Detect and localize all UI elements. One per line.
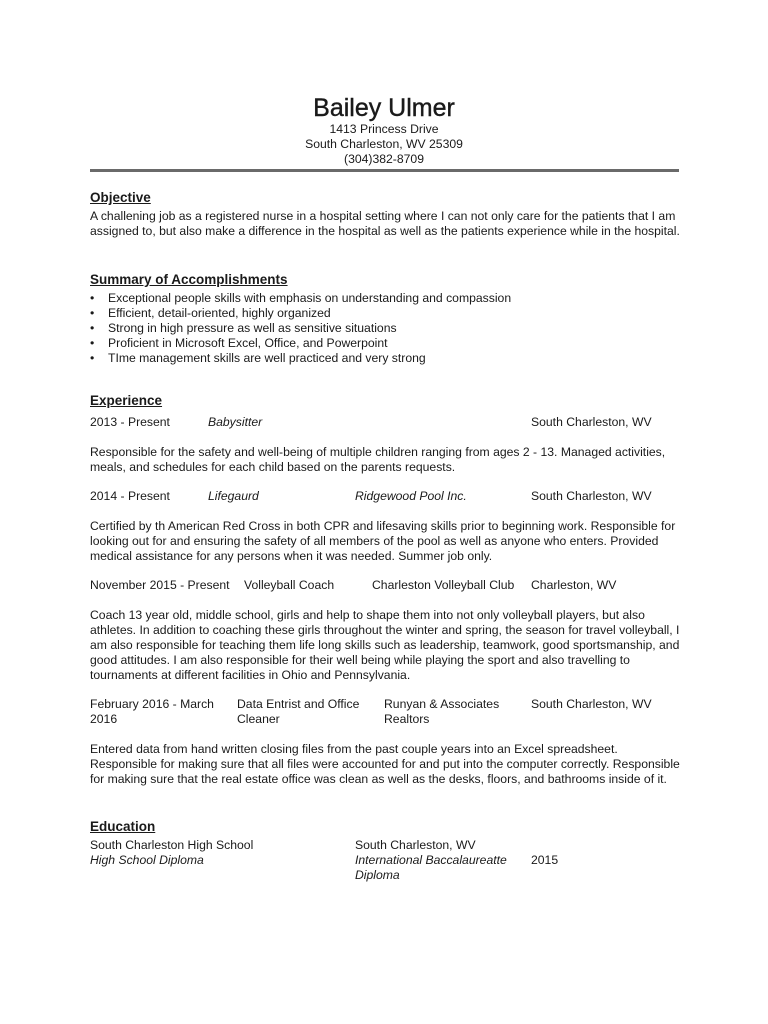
resume-header — [90, 94, 678, 167]
job-entry-lifeguard — [90, 489, 680, 564]
list-item: • Efficient, detail-oriented, highly organized — [90, 306, 680, 321]
program-line-1: International Baccalaureatte — [355, 853, 507, 867]
school-name: South Charleston High School — [90, 838, 254, 852]
job-description: Coach 13 year old, middle school, girls and help to shape them into not only volleyball players, but also athletes. In addition to coaching these girls throughout the winter and spring, the season for travel volleyball, I am also responsible for teaching them life long skills such as leadership, teamwork, good sportsmanship, and good attitudes. I am also responsible for their well being while playing the sport and also travelling to tournaments at different facilities in Ohio and Pennsylvania. — [90, 608, 680, 682]
job-entry-volleyball-coach — [90, 578, 680, 683]
job-entry-babysitter — [90, 415, 680, 475]
job-employer: Charleston Volleyball Club — [372, 578, 515, 592]
job-header-row — [90, 578, 680, 593]
job-title-line-1: Data Entrist and Office — [237, 697, 360, 711]
education-entry — [90, 838, 680, 883]
job-employer-line-2: Realtors — [384, 712, 430, 726]
job-description: Certified by th American Red Cross in both CPR and lifesaving skills prior to beginning work. Responsible for looking out for and ensuring the safety of all members of the pool as well as anyone who enters. Provided medical assistance for any persons when it was needed. Summer job only. — [90, 519, 676, 563]
address-line-1: 1413 Princess Drive — [329, 122, 439, 136]
graduation-year: 2015 — [531, 853, 559, 867]
job-title: Lifegaurd — [208, 489, 259, 503]
job-dates: 2013 - Present — [90, 415, 170, 429]
job-entry-data-entrist — [90, 697, 680, 787]
phone-number: (304)382-8709 — [344, 152, 424, 166]
diploma-name: High School Diploma — [90, 853, 204, 867]
job-title: Babysitter — [208, 415, 263, 429]
job-description: Responsible for the safety and well-being of multiple children ranging from ages 2 - 13. Managed activities, meals, and schedules for each child based on the parents requests. — [90, 445, 666, 474]
list-item: • Exceptional people skills with emphasis on understanding and compassion — [90, 291, 680, 306]
list-item: • Strong in high pressure as well as sensitive situations — [90, 321, 680, 336]
job-dates: 2014 - Present — [90, 489, 170, 503]
job-header-row — [90, 415, 680, 430]
school-location: South Charleston, WV — [355, 838, 476, 852]
list-item: • TIme management skills are well practiced and very strong — [90, 351, 680, 366]
summary-section — [90, 271, 680, 366]
accomplishments-list — [90, 291, 680, 366]
summary-heading: Summary of Accomplishments — [90, 272, 288, 287]
job-dates-end: 2016 — [90, 712, 118, 726]
job-title: Volleyball Coach — [244, 578, 335, 592]
job-dates: November 2015 - Present — [90, 578, 230, 592]
applicant-name: Bailey Ulmer — [313, 94, 455, 122]
education-heading: Education — [90, 819, 156, 834]
objective-text: A challening job as a registered nurse in a hospital setting where I can not only care for the patients that I am assigned to, but also make a difference in the hospital as well as the patients experience while in the hospital. — [90, 209, 680, 238]
job-dates-start: February 2016 - March — [90, 697, 214, 711]
address-line-2: South Charleston, WV 25309 — [305, 137, 463, 151]
header-divider — [90, 169, 679, 172]
job-title-line-2: Cleaner — [237, 712, 280, 726]
job-location: Charleston, WV — [531, 578, 617, 592]
job-location: South Charleston, WV — [531, 415, 652, 429]
education-section — [90, 818, 680, 883]
job-location: South Charleston, WV — [531, 697, 652, 711]
experience-heading-wrap — [90, 392, 680, 412]
job-header-row — [90, 489, 680, 504]
objective-section — [90, 189, 680, 239]
job-employer: Ridgewood Pool Inc. — [355, 489, 467, 503]
job-employer-line-1: Runyan & Associates — [384, 697, 500, 711]
objective-heading: Objective — [90, 190, 151, 205]
experience-heading: Experience — [90, 393, 163, 408]
job-header-row — [90, 697, 680, 727]
program-line-2: Diploma — [355, 868, 400, 882]
job-description: Entered data from hand written closing files from the past couple years into an Excel spreadsheet. Responsible for making sure that all files were accounted for and put into the computer correctly. Responsible for making sure that the real estate office was clean as well as the desks, floors, and bathrooms inside of it. — [90, 742, 680, 786]
job-location: South Charleston, WV — [531, 489, 652, 503]
list-item: • Proficient in Microsoft Excel, Office, and Powerpoint — [90, 336, 680, 351]
